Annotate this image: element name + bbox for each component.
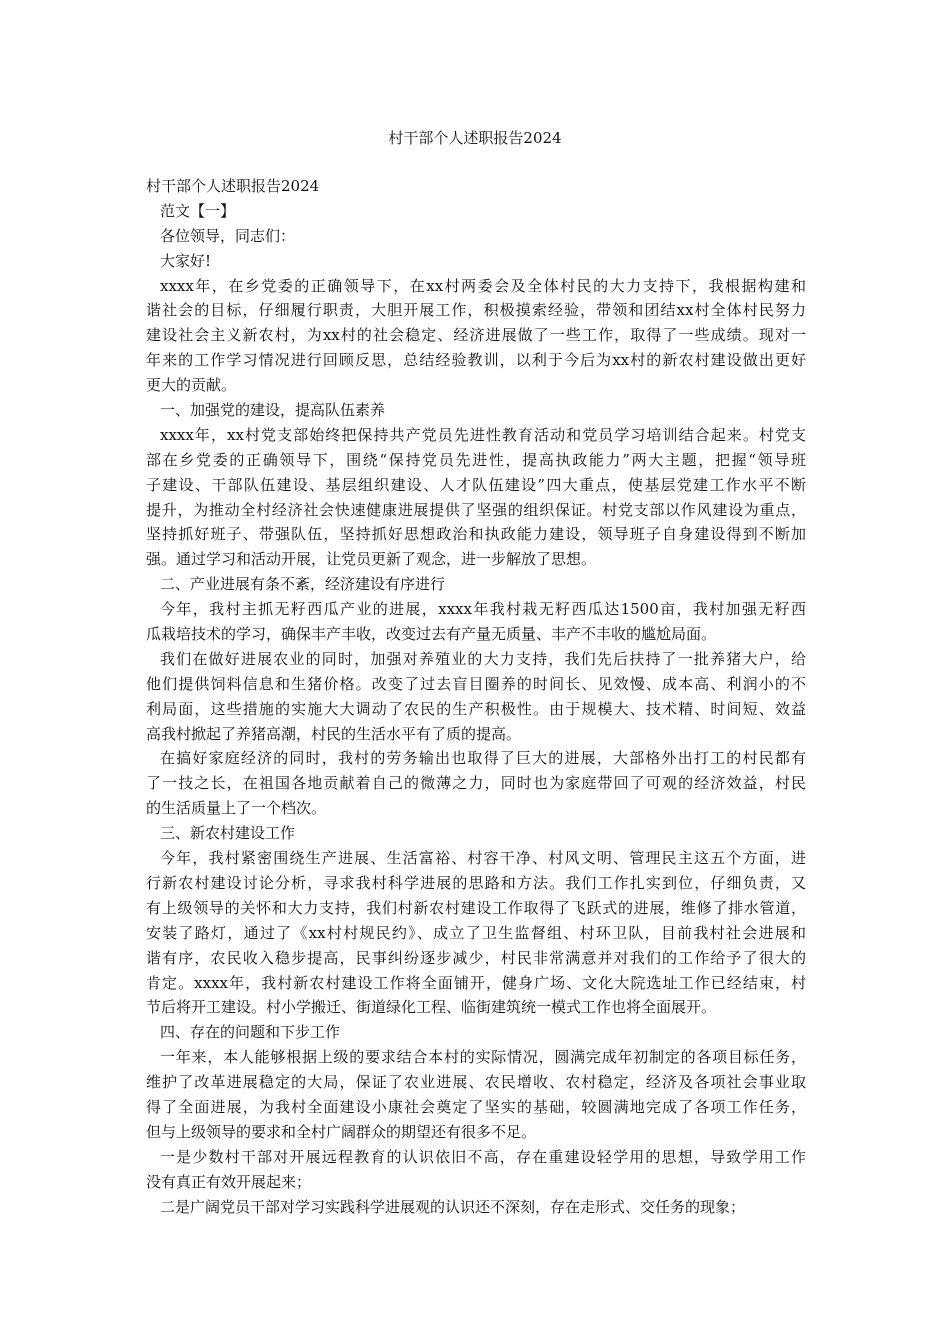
text-line: 二、产业进展有条不紊，经济建设有序进行 — [160, 575, 446, 594]
text-line: 一是少数村干部对开展远程教育的认识依旧不高，存在重建设轻学用的思想，导致学用工作 — [160, 1147, 806, 1166]
text-line: 更大的贡献。 — [146, 376, 237, 395]
text-line: 安装了路灯，通过了《xx村村规民约》、成立了卫生监督组、村环卫队，目前我村社会进展和 — [146, 923, 806, 942]
text-line: 一、加强党的建设，提高队伍素养 — [160, 401, 386, 420]
text-line: 村干部个人述职报告2024 — [146, 177, 320, 195]
text-line: 瓜栽培技术的学习，确保丰产丰收，改变过去有产量无质量、丰产不丰收的尴尬局面。 — [146, 625, 717, 644]
text-line: 有上级领导的关怀和大力支持，我们村新农村建设工作取得了飞跃式的进展，维修了排水管道， — [146, 898, 806, 917]
text-line: 强。通过学习和活动开展，让党员更新了观念，进一步解放了思想。 — [146, 550, 597, 569]
text-line: 年来的工作学习情况进行回顾反思，总结经验教训，以利于今后为xx村的新农村建设做出更好 — [146, 351, 806, 370]
document-body — [146, 174, 806, 1219]
text-line: 今年，我村紧密围绕生产进展、生活富裕、村容干净、村风文明、管理民主这五个方面，进 — [160, 849, 806, 868]
text-line: 高我村掀起了养猪高潮，村民的生活水平有了质的提高。 — [146, 724, 522, 743]
text-line: 得了全面进展，为我村全面建设小康社会奠定了坚实的基础，较圆满地完成了各项工作任务， — [146, 1097, 806, 1116]
text-line: 他们提供饲料信息和生猪价格。改变了过去盲目圈养的时间长、见效慢、成本高、利润小的不 — [146, 674, 806, 693]
text-line: 部在乡党委的正确领导下，围绕“保持党员先进性，提高执政能力”两大主题，把握“领导班 — [146, 450, 806, 469]
text-line: 谐有序，农民收入稳步提高，民事纠纷逐步减少，村民非常满意并对我们的工作给予了很大的 — [146, 948, 806, 967]
text-line: 维护了改革进展稳定的大局，保证了农业进展、农民增收、农村稳定，经济及各项社会事业取 — [146, 1073, 806, 1092]
text-line: 四、存在的问题和下步工作 — [160, 1023, 341, 1042]
text-line: 子建设、干部队伍建设、基层组织建设、人才队伍建设”四大重点，使基层党建工作水平不断 — [146, 475, 806, 494]
text-line: xxxx年，在乡党委的正确领导下，在xx村两委会及全体村民的大力支持下，我根据构建和 — [160, 276, 806, 295]
text-line: 大家好! — [160, 251, 212, 270]
text-line: 肯定。xxxx年，我村新农村建设工作将全面铺开，健身广场、文化大院选址工作已经结束，村 — [146, 973, 806, 992]
text-line: 坚持抓好班子、带强队伍，坚持抓好思想政治和执政能力建设，领导班子自身建设得到不断加 — [146, 525, 806, 544]
text-line: 各位领导，同志们： — [160, 226, 296, 245]
text-line: 行新农村建设讨论分析，寻求我村科学进展的思路和方法。我们工作扎实到位，仔细负责，又 — [146, 873, 806, 892]
text-line: 范文【一】 — [160, 201, 236, 220]
text-line: 建设社会主义新农村，为xx村的社会稳定、经济进展做了一些工作，取得了一些成绩。现对一 — [146, 326, 806, 345]
text-line: 的生活质量上了一个档次。 — [146, 799, 327, 818]
text-line: 谐社会的目标，仔细履行职责，大胆开展工作，积极摸索经验，带领和团结xx村全体村民努力 — [146, 301, 806, 320]
text-line: 我们在做好进展农业的同时，加强对养殖业的大力支持，我们先后扶持了一批养猪大户，给 — [160, 649, 806, 668]
text-line: 但与上级领导的要求和全村广阔群众的期望还有很多不足。 — [146, 1122, 537, 1141]
document-title: 村干部个人述职报告2024 — [388, 129, 562, 147]
text-line: 一年来，本人能够根据上级的要求结合本村的实际情况，圆满完成年初制定的各项目标任务， — [160, 1048, 806, 1067]
text-line: 了一技之长，在祖国各地贡献着自己的微薄之力，同时也为家庭带回了可观的经济效益，村民 — [146, 774, 806, 793]
text-line: xxxx年，xx村党支部始终把保持共产党员先进性教育活动和党员学习培训结合起来。村党支 — [160, 425, 806, 444]
text-line: 今年，我村主抓无籽西瓜产业的进展，xxxx年我村栽无籽西瓜达1500亩，我村加强无籽西 — [160, 600, 806, 619]
text-line: 没有真正有效开展起来； — [146, 1172, 312, 1191]
text-line: 利局面，这些措施的实施大大调动了农民的生产积极性。由于规模大、技术精、时间短、效益 — [146, 699, 806, 718]
text-line: 在搞好家庭经济的同时，我村的劳务输出也取得了巨大的进展，大部格外出打工的村民都有 — [160, 749, 806, 768]
text-line: 提升，为推动全村经济社会快速健康进展提供了坚强的组织保证。村党支部以作风建设为重点， — [146, 500, 806, 519]
text-line: 三、新农村建设工作 — [160, 824, 296, 843]
text-line: 节后将开工建设。村小学搬迁、街道绿化工程、临街建筑统一模式工作也将全面展开。 — [146, 998, 717, 1017]
text-line: 二是广阔党员干部对学习实践科学进展观的认识还不深刻，存在走形式、交任务的现象； — [160, 1197, 746, 1216]
